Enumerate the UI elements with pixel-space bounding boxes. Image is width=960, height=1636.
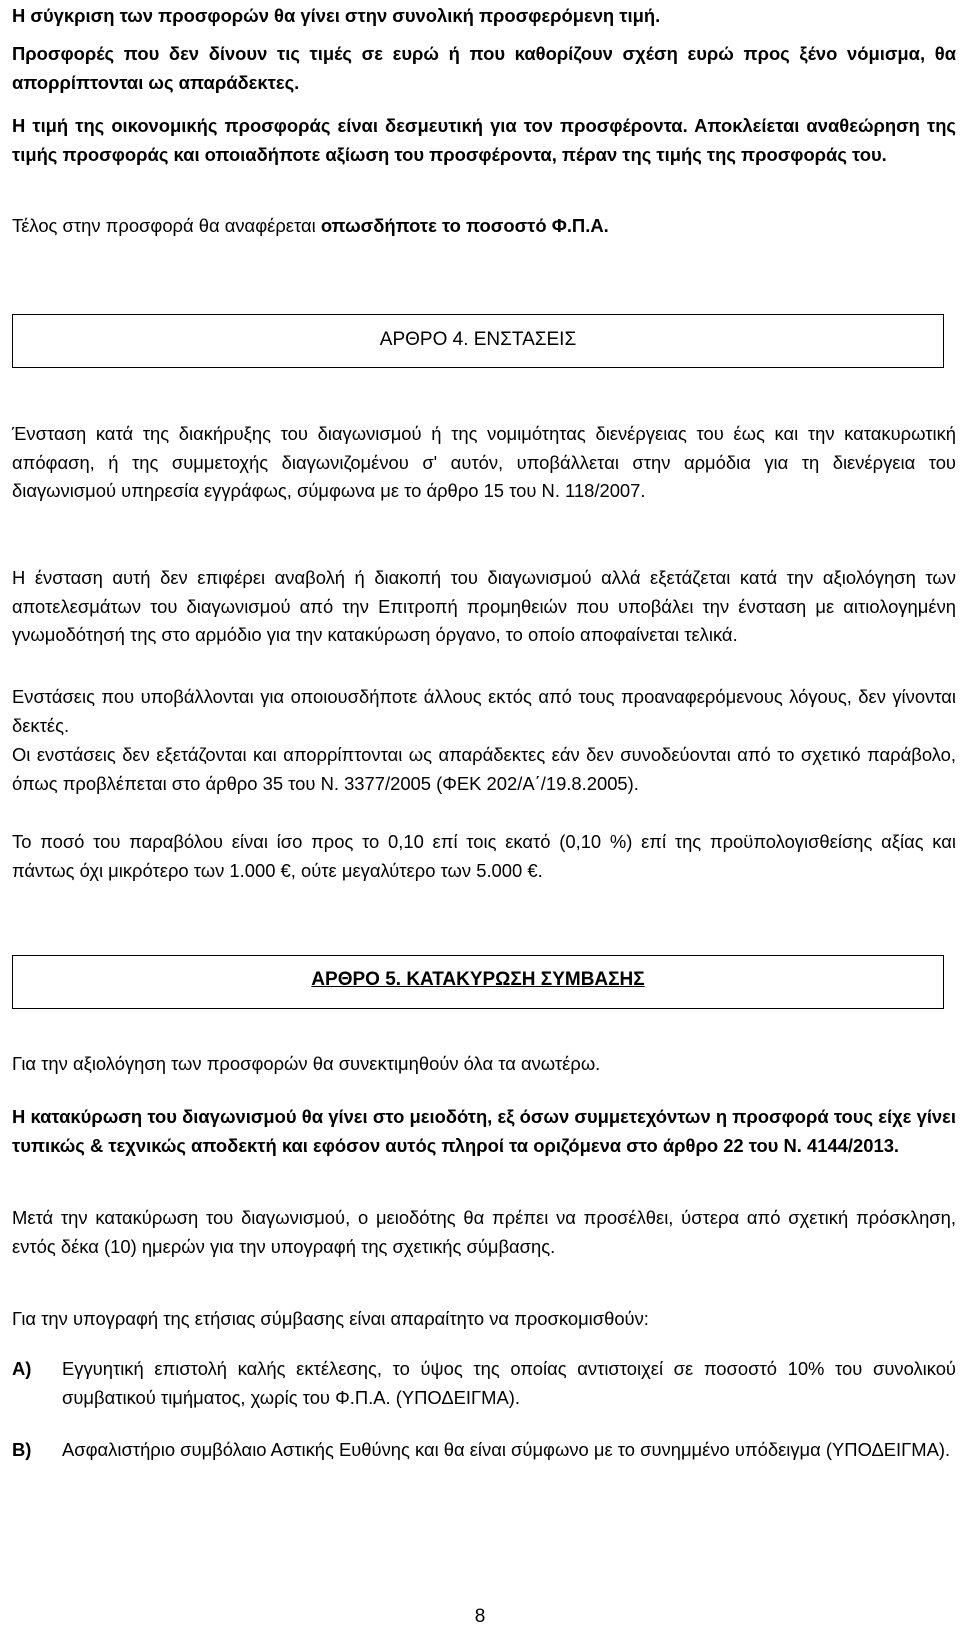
paragraph-price-comparison: Η σύγκριση των προσφορών θα γίνει στην συνολική προσφερόμενη τιμή. xyxy=(12,5,661,26)
list-item-text: Εγγυητική επιστολή καλής εκτέλεσης, το ύψος της οποίας αντιστοιχεί σε ποσοστό 10% του συνολικού συμβατικού τιμήματος, χωρίς του Φ.Π.Α. (ΥΠΟΔΕΙΓΜΑ). xyxy=(62,1358,956,1408)
article-4-paragraph-3: Ενστάσεις που υποβάλλονται για οποιουσδήποτε άλλους εκτός από τους προαναφερόμενους λόγους, δεν γίνονται δεκτές. xyxy=(12,686,956,736)
list-item-label: Β) xyxy=(12,1439,32,1460)
list-item-label: Α) xyxy=(12,1358,32,1379)
vat-text: Τέλος στην προσφορά θα αναφέρεται xyxy=(12,215,321,236)
article-5-paragraph-3: Μετά την κατακύρωση του διαγωνισμού, ο μειοδότης θα πρέπει να προσέλθει, ύστερα από σχετική πρόσκληση, εντός δέκα (10) ημερών για την υπογραφή της σχετικής σύμβασης. xyxy=(12,1207,956,1257)
article-5-heading-box xyxy=(12,955,944,1009)
article-4-heading: ΑΡΘΡΟ 4. ΕΝΣΤΑΣΕΙΣ xyxy=(379,329,577,350)
list-item xyxy=(12,1436,956,1465)
list-item xyxy=(12,1355,956,1412)
paragraph-binding-price: Η τιμή της οικονομικής προσφοράς είναι δεσμευτική για τον προσφέροντα. Αποκλείεται αναθεώρηση της τιμής προσφοράς και οποιαδήποτε αξίωση του προσφέροντα, πέραν της τιμής της προσφοράς του. xyxy=(12,115,956,165)
article-4-paragraph-1: Ένσταση κατά της διακήρυξης του διαγωνισμού ή της νομιμότητας διενέργειας του έως και την κατακυρωτική απόφαση, ή της συμμετοχής διαγωνιζομένου σ' αυτόν, υποβάλλεται στην αρμόδια για τη διενέργεια του διαγωνισμού υπηρεσία εγγράφως, σύμφωνα με το άρθρο 15 του Ν. 118/2007. xyxy=(12,423,956,501)
page-number: 8 xyxy=(474,1606,486,1627)
article-4-paragraph-2: Η ένσταση αυτή δεν επιφέρει αναβολή ή διακοπή του διαγωνισμού αλλά εξετάζεται κατά την αξιολόγηση των αποτελεσμάτων του διαγωνισμού από την Επιτροπή προμηθειών που υποβάλει την ένσταση με αιτιολογημένη γνωμοδότησή της στο αρμόδιο για την κατακύρωση όργανο, το οποίο αποφαίνεται τελικά. xyxy=(12,567,956,645)
list-item-text: Ασφαλιστήριο συμβόλαιο Αστικής Ευθύνης και θα είναι σύμφωνο με το συνημμένο υπόδειγμα (ΥΠΟΔΕΙΓΜΑ). xyxy=(62,1439,951,1460)
article-4-heading-box xyxy=(12,314,944,368)
article-5-paragraph-2: Η κατακύρωση του διαγωνισμού θα γίνει στο μειοδότη, εξ όσων συμμετεχόντων η προσφορά τους είχε γίνει τυπικώς & τεχνικώς αποδεκτή και εφόσον αυτός πληροί τα οριζόμενα στο άρθρο 22 του Ν. 4144/2013. xyxy=(12,1106,956,1156)
article-4-paragraph-4: Οι ενστάσεις δεν εξετάζονται και απορρίπτονται ως απαράδεκτες εάν δεν συνοδεύονται από το σχετικό παράβολο, όπως προβλέπεται στο άρθρο 35 του Ν. 3377/2005 (ΦΕΚ 202/Α΄/19.8.2005). xyxy=(12,744,956,794)
article-5-paragraph-1: Για την αξιολόγηση των προσφορών θα συνεκτιμηθούν όλα τα ανωτέρω. xyxy=(12,1053,601,1074)
article-5-paragraph-4: Για την υπογραφή της ετήσιας σύμβασης είναι απαραίτητο να προσκομισθούν: xyxy=(12,1308,649,1329)
paragraph-currency: Προσφορές που δεν δίνουν τις τιμές σε ευρώ ή που καθορίζουν σχέση ευρώ προς ξένο νόμισμα, θα απορρίπτονται ως απαράδεκτες. xyxy=(12,43,956,93)
vat-text-bold: οπωσδήποτε το ποσοστό Φ.Π.Α. xyxy=(320,215,609,236)
article-5-heading: ΑΡΘΡΟ 5. ΚΑΤΑΚΥΡΩΣΗ ΣΥΜΒΑΣΗΣ xyxy=(311,969,645,990)
paragraph-vat xyxy=(12,212,956,241)
article-4-paragraph-5: Το ποσό του παραβόλου είναι ίσο προς το 0,10 επί τοις εκατό (0,10 %) επί της προϋπολογισθείσης αξίας και πάντως όχι μικρότερο των 1.000 €, ούτε μεγαλύτερο των 5.000 €. xyxy=(12,831,956,881)
